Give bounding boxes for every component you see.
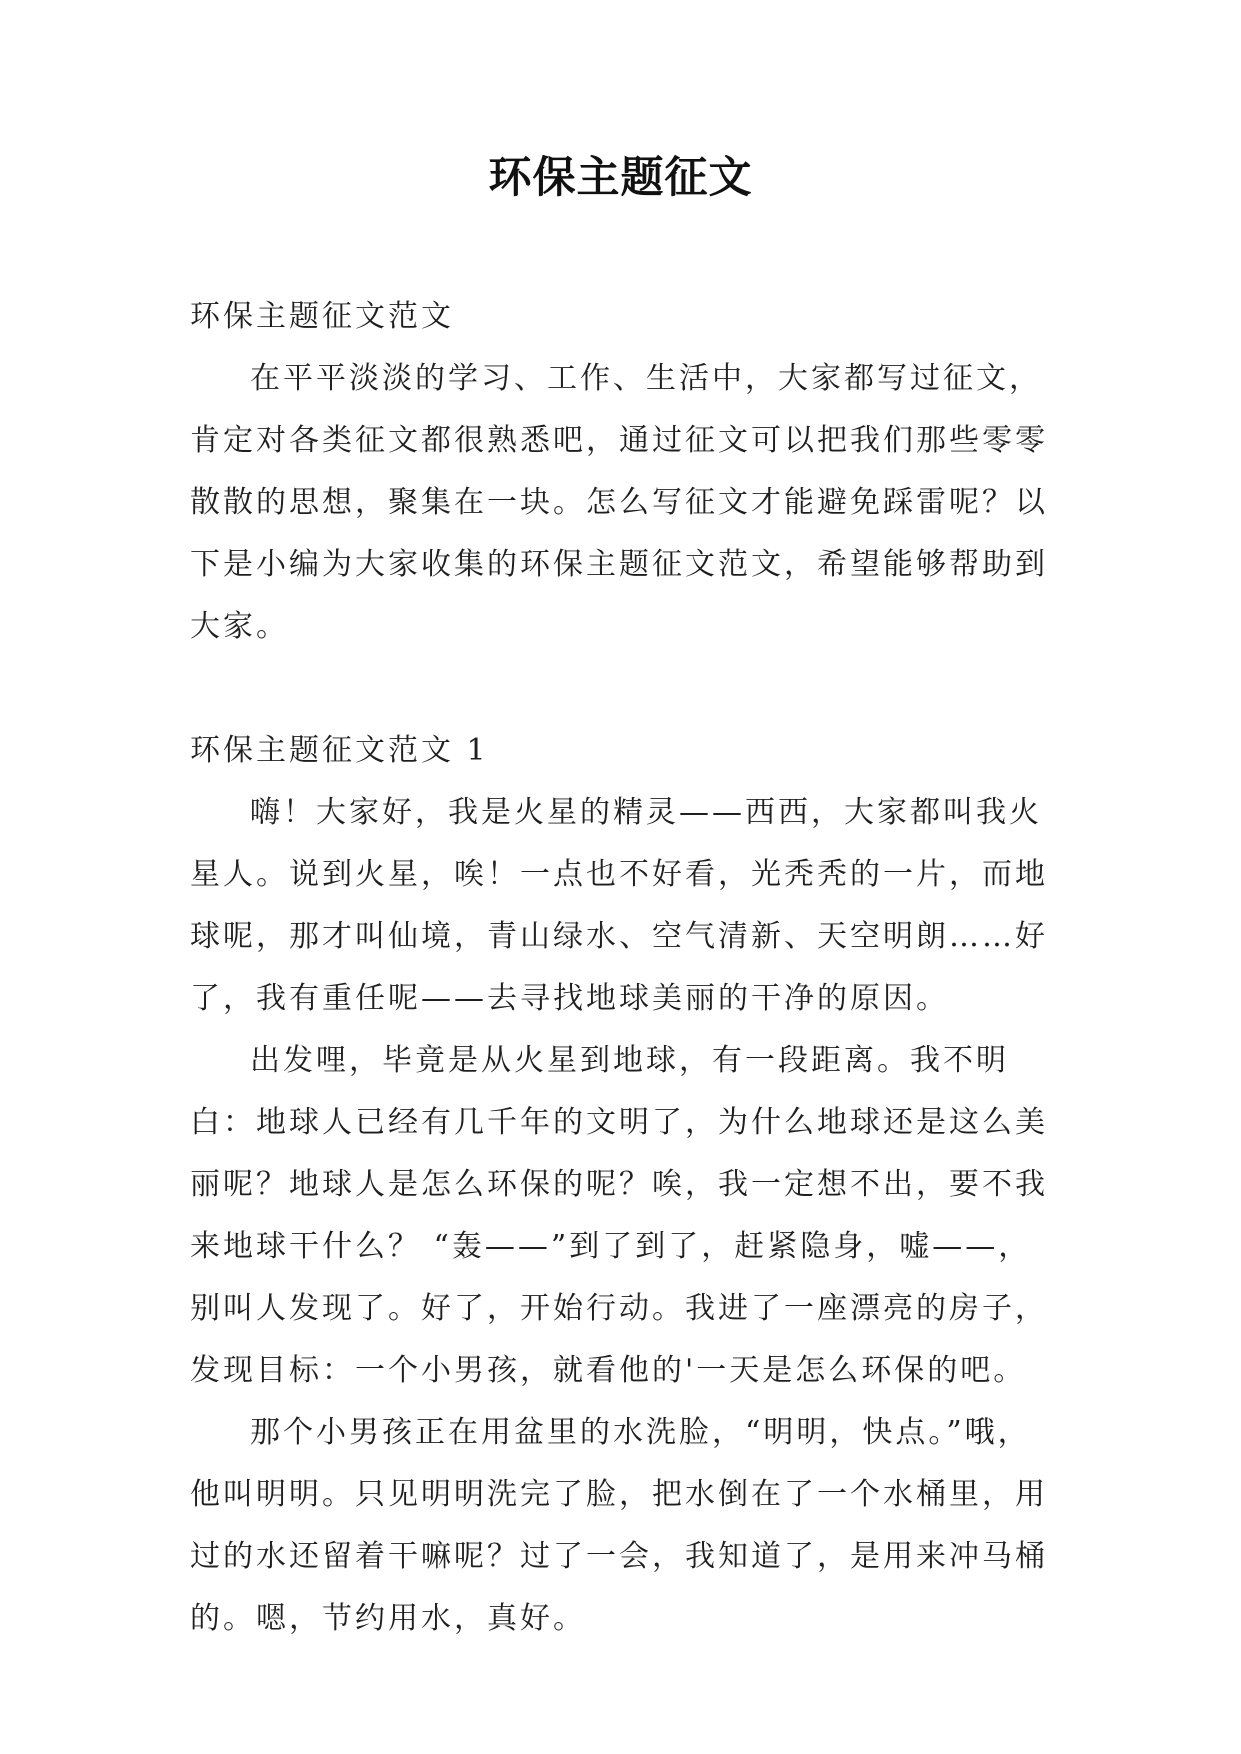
intro-heading: 环保主题征文范文 bbox=[190, 299, 454, 334]
section-1-paragraph-2: 出发哩，毕竟是从火星到地球，有一段距离。我不明白：地球人已经有几千年的文明了，为什么地球还是这么美丽呢？地球人是怎么环保的呢？唉，我一定想不出，要不我来地球干什么？ “轰——”到了到了，赶紧隐身，嘘——，别叫人发现了。好了，开始行动。我进了一座漂亮的房子，发现目标：一个小男孩，就看他的'一天是怎么环保的吧。 bbox=[190, 1043, 1048, 1388]
intro-paragraph: 在平平淡淡的学习、工作、生活中，大家都写过征文，肯定对各类征文都很熟悉吧，通过征文可以把我们那些零零散散的思想，聚集在一块。怎么写征文才能避免踩雷呢？以下是小编为大家收集的环保主题征文范文，希望能够帮助到大家。 bbox=[190, 361, 1048, 644]
document-title: 环保主题征文 bbox=[488, 153, 753, 203]
section-spacer bbox=[190, 658, 1060, 720]
section-1-paragraph-1: 嗨！大家好，我是火星的精灵——西西，大家都叫我火星人。说到火星，唉！一点也不好看，光秃秃的一片，而地球呢，那才叫仙境，青山绿水、空气清新、天空明朗……好了，我有重任呢——去寻找地球美丽的干净的原因。 bbox=[190, 795, 1048, 1016]
section-1-paragraph-3: 那个小男孩正在用盆里的水洗脸，“明明，快点。”哦，他叫明明。只见明明洗完了脸，把水倒在了一个水桶里，用过的水还留着干嘛呢？过了一会，我知道了，是用来冲马桶的。嗯，节约用水，真好。 bbox=[190, 1415, 1048, 1636]
section-1-heading: 环保主题征文范文 1 bbox=[190, 733, 489, 768]
document-body bbox=[190, 286, 1060, 1650]
